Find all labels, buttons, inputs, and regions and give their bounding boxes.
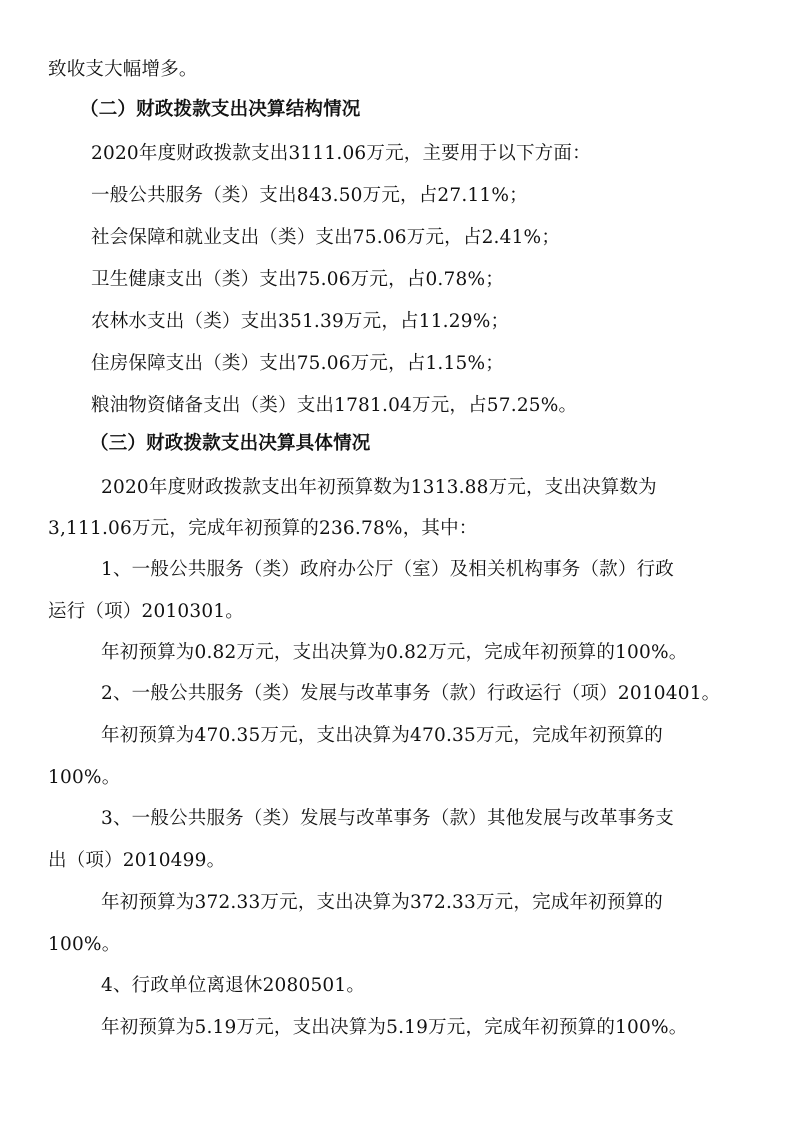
body-text-line: 2、一般公共服务（类）发展与改革事务（款）行政运行（项）2010401。	[101, 683, 721, 704]
list-item: 社会保障和就业支出（类）支出75.06万元，占2.41%；	[91, 227, 561, 248]
list-item: 农林水支出（类）支出351.39万元，占11.29%；	[91, 311, 510, 332]
list-item: 一般公共服务（类）支出843.50万元，占27.11%；	[91, 185, 528, 206]
body-text-line: 4、行政单位离退休2080501。	[101, 975, 366, 996]
body-text-line: 1、一般公共服务（类）政府办公厅（室）及相关机构事务（款）行政	[101, 559, 674, 580]
body-text-line: 年初预算为5.19万元，支出决算为5.19万元，完成年初预算的100%。	[101, 1017, 688, 1038]
body-text-line: 2020年度财政拨款支出3111.06万元，主要用于以下方面：	[91, 143, 591, 164]
section-heading: （二）财政拨款支出决算结构情况	[80, 99, 361, 120]
body-text-line: 年初预算为372.33万元，支出决算为372.33万元，完成年初预算的	[101, 892, 663, 913]
body-text-line: 年初预算为0.82万元，支出决算为0.82万元，完成年初预算的100%。	[101, 642, 688, 663]
body-text-line: 3,111.06万元，完成年初预算的236.78%，其中：	[48, 518, 478, 539]
body-text-line: 2020年度财政拨款支出年初预算数为1313.88万元，支出决算数为	[101, 477, 657, 498]
body-text-line: 致收支大幅增多。	[48, 59, 198, 80]
body-text-line: 出（项）2010499。	[48, 850, 226, 871]
list-item: 粮油物资储备支出（类）支出1781.04万元，占57.25%。	[91, 395, 578, 416]
body-text-line: 运行（项）2010301。	[48, 601, 244, 622]
body-text-line: 100%。	[48, 934, 121, 955]
list-item: 卫生健康支出（类）支出75.06万元，占0.78%；	[91, 269, 504, 290]
body-text-line: 年初预算为470.35万元，支出决算为470.35万元，完成年初预算的	[101, 725, 663, 746]
body-text-line: 100%。	[48, 767, 121, 788]
list-item: 住房保障支出（类）支出75.06万元，占1.15%；	[91, 353, 504, 374]
body-text-line: 3、一般公共服务（类）发展与改革事务（款）其他发展与改革事务支	[101, 808, 674, 829]
section-heading: （三）财政拨款支出决算具体情况	[90, 433, 371, 454]
